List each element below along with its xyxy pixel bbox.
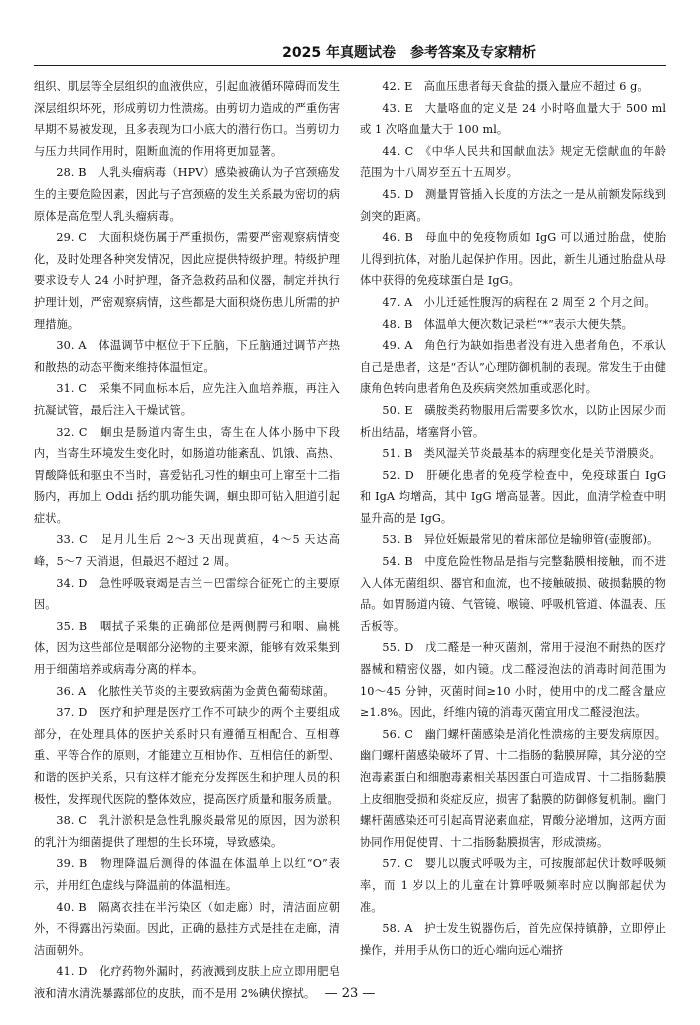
answer-paragraph: 29. C 大面积烧伤属于严重损伤，需要严密观察病情变化，及时处理各种突发情况，因此应提供特级护理。特级护理要求设专人 24 小时护理，备齐急救药品和仪器，制定并执行护理计划，严密观察病情，这些都是大面积烧伤患儿所需的护理措施。 <box>34 231 340 331</box>
answer-paragraph: 46. B 母血中的免疫物质如 IgG 可以通过胎盘，使胎儿得到抗体，对胎儿起保护作用。因此，新生儿通过胎盘从母体中获得的免疫球蛋白是 IgG。 <box>360 231 666 288</box>
answer-paragraph: 41. D 化疗药物外漏时，药液溅到皮肤上应立即用肥皂液和清水清洗暴露部位的皮肤，而不是用 2%碘伏擦拭。 <box>34 965 340 1000</box>
answer-paragraph: 49. A 角色行为缺如指患者没有进入患者角色，不承认自己是患者，这是“否认”心理防御机制的表现。常发生于由健康角色转向患者角色及疾病突然加重或恶化时。 <box>360 339 666 396</box>
answer-paragraph: 47. A 小儿迁延性腹泻的病程在 2 周至 2 个月之间。 <box>382 295 656 309</box>
answer-paragraph: 35. B 咽拭子采集的正确部位是两侧腭弓和咽、扁桃体，因为这些部位是咽部分泌物的主要来源，能够有效采集到用于细菌培养或病毒分离的样本。 <box>34 619 340 677</box>
answer-paragraph: 31. C 采集不同血标本后，应先注入血培养瓶，再注入抗凝试管，最后注入干燥试管。 <box>34 382 340 417</box>
answer-paragraph: 30. A 体温调节中枢位于下丘脑，下丘脑通过调节产热和散热的动态平衡来维持体温恒定。 <box>34 339 340 374</box>
answer-paragraph: 38. C 乳汁淤积是急性乳腺炎最常见的原因，因为淤积的乳汁为细菌提供了理想的生长环境，导致感染。 <box>34 814 340 849</box>
answer-paragraph: 32. C 蛔虫是肠道内寄生虫，寄生在人体小肠中下段内，当寄生环境发生变化时，如肠道功能紊乱、饥饿、高热、胃酸降低和驱虫不当时，喜爱钻孔习性的蛔虫可上窜至十二指肠内，再加上 Oddi 括约肌功能失调，蛔虫即可钻入胆道引起症状。 <box>34 425 340 525</box>
answer-paragraph: 50. E 磺胺类药物服用后需要多饮水，以防止因尿少而析出结晶，堵塞肾小管。 <box>360 403 666 439</box>
answer-paragraph: 36. A 化脓性关节炎的主要致病菌为金黄色葡萄球菌。 <box>56 684 335 698</box>
answer-paragraph: 28. B 人乳头瘤病毒（HPV）感染被确认为子宫颈癌发生的主要危险因素，因此与子宫颈癌的发生关系最为密切的病原体是高危型人乳头瘤病毒。 <box>34 166 340 223</box>
two-column-body <box>34 76 666 1000</box>
answer-paragraph: 57. C 婴儿以腹式呼吸为主，可按腹部起伏计数呼吸频率，而 1 岁以上的儿童在计算呼吸频率时应以胸部起伏为准。 <box>360 857 666 914</box>
answer-paragraph: 43. E 大量咯血的定义是 24 小时咯血量大于 500 ml 或 1 次咯血量大于 100 ml。 <box>360 101 666 137</box>
answer-paragraph: 55. D 戊二醛是一种灭菌剂，常用于浸泡不耐热的医疗器械和精密仪器，如内镜。戊二醛浸泡法的消毒时间范围为 10～45 分钟，灭菌时间≥10 小时，使用中的戊二醛含量应≥1.8%。因此，纤维内镜的消毒灭菌宜用戊二醛浸泡法。 <box>360 641 666 720</box>
answer-paragraph: 39. B 物理降温后测得的体温在体温单上以红“O”表示，并用红色虚线与降温前的体温相连。 <box>34 857 340 892</box>
answer-paragraph: 56. C 幽门螺杆菌感染是消化性溃疡的主要发病原因。幽门螺杆菌感染破坏了胃、十二指肠的黏膜屏障，其分泌的空泡毒素蛋白和细胞毒素相关基因蛋白可造成胃、十二指肠黏膜上皮细胞受损和炎症反应，损害了黏膜的防御修复机制。幽门螺杆菌感染还可引起高胃泌素血症，胃酸分泌增加，这两方面协同作用促使胃、十二指肠黏膜损害，形成溃疡。 <box>360 727 666 849</box>
page-number: — 23 — <box>324 986 376 1001</box>
answer-paragraph: 44. C 《中华人民共和国献血法》规定无偿献血的年龄范围为十八周岁至五十五周岁。 <box>360 144 666 180</box>
left-column <box>34 76 340 1000</box>
answer-paragraph: 53. B 异位妊娠最常见的着床部位是输卵管(壶腹部)。 <box>382 533 659 547</box>
answer-paragraph: 58. A 护士发生锐器伤后，首先应保持镇静，立即停止操作，并用手从伤口的近心端向远心端挤 <box>360 922 666 957</box>
answer-paragraph: 组织、肌层等全层组织的血液供应，引起血液循环障碍而发生深层组织坏死，形成剪切力性溃疡。由剪切力造成的严重伤害早期不易被发现，且多表现为口小底大的潜行伤口。当剪切力与压力共同作用时，阻断血流的作用将更加显著。 <box>34 80 340 158</box>
answer-paragraph: 45. D 测量胃管插入长度的方法之一是从前额发际线到剑突的距离。 <box>360 187 666 223</box>
answer-paragraph: 40. B 隔离衣挂在半污染区（如走廊）时，清洁面应朝外，不得露出污染面。因此，正确的悬挂方式是挂在走廊，清洁面朝外。 <box>34 900 340 957</box>
answer-paragraph: 34. D 急性呼吸衰竭是吉兰－巴雷综合征死亡的主要原因。 <box>34 576 340 612</box>
right-column <box>360 76 666 981</box>
answer-paragraph: 42. E 高血压患者每天食盐的摄入量应不超过 6 g。 <box>382 80 649 93</box>
page-header: 2025 年真题试卷 参考答案及专家精析 <box>34 40 666 66</box>
answer-paragraph: 52. D 肝硬化患者的免疫学检查中，免疫球蛋白 IgG 和 IgA 均增高，其中 IgG 增高显著。因此，血清学检查中明显升高的是 IgG。 <box>360 468 666 525</box>
answer-paragraph: 54. B 中度危险性物品是指与完整黏膜相接触，而不进入人体无菌组织、器官和血流，也不接触破损、破损黏膜的物品。如胃肠道内镜、气管镜、喉镜、呼吸机管道、体温表、压舌板等。 <box>360 555 666 633</box>
answer-paragraph: 51. B 类风湿关节炎最基本的病理变化是关节滑膜炎。 <box>382 447 661 461</box>
answer-paragraph: 48. B 体温单大便次数记录栏“*”表示大便失禁。 <box>382 317 633 331</box>
answer-paragraph: 37. D 医疗和护理是医疗工作不可缺少的两个主要组成部分，在处理具体的医护关系时只有遵循互相配合、互相尊重、平等合作的原则，才能建立互相协作、互相信任的新型、和谐的医护关系，只有这样才能充分发挥医生和护理人员的积极性，发挥现代医院的整体效应，提高医疗质量和服务质量。 <box>34 706 340 806</box>
answer-paragraph: 33. C 足月儿生后 2～3 天出现黄疸，4～5 天达高峰，5～7 天消退，但最迟不超过 2 周。 <box>34 533 340 569</box>
